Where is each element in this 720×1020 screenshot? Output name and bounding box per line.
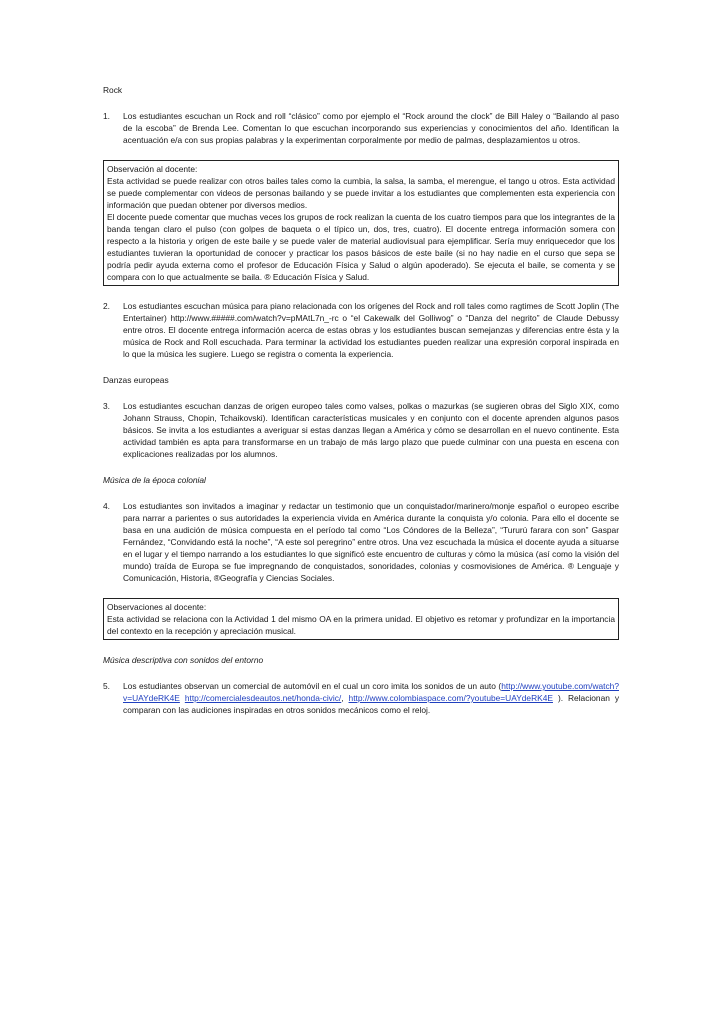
section-heading-descriptiva: Música descriptiva con sonidos del entorno <box>103 655 264 665</box>
section-heading-colonial: Música de la época colonial <box>103 475 206 485</box>
activity-item-4 <box>103 500 619 584</box>
activity-number: 1. <box>103 111 110 121</box>
activity-item-1 <box>103 110 619 146</box>
document-page <box>103 84 619 730</box>
teacher-note-title: Observaciones al docente: <box>107 602 207 612</box>
teacher-note-title: Observación al docente: <box>107 164 198 174</box>
activity-text: Los estudiantes escuchan danzas de origen europeo tales como valses, polkas o mazurkas (se sugieren obras del Siglo XIX, como Johann Strauss, Chopin, Tchaikovski). Identifican características musicales y en conjunto con el docente aprenden algunos pasos básicos. Se invita a los estudiantes a averiguar si estas danzas llegan a América y cómo se desarrollan en el nuevo continente. Esta actividad también es apta para transformarse en un trabajo de más largo plazo que puede culminar con una puesta en escena con explicaciones realizadas por los alumnos. <box>123 401 619 459</box>
activity-text: Los estudiantes observan un comercial de automóvil en el cual un coro imita los sonidos de un auto (http://www.youtube.com/watch?v=UAYdeRK4E http://comercialesdeautos.net/honda-civic/, http://www.colombiaspace.com/?youtube=UAYdeRK4E ). Relacionan y comparan con las audiciones inspiradas en otros sonidos mecánicos como el reloj. <box>123 681 620 715</box>
section-heading-rock: Rock <box>103 85 123 95</box>
video-link[interactable]: http://comercialesdeautos.net/honda-civic/ <box>184 693 342 703</box>
video-link[interactable]: http://www.colombiaspace.com/?youtube=UAYdeRK4E <box>348 693 553 703</box>
activity-text: Los estudiantes escuchan música para piano relacionada con los orígenes del Rock and roll tales como ragtimes de Scott Joplin (The Entertainer) http://www.#####.com/watch?v=pMAtL7n_-rc o “el Cakewalk del Golliwog” o “Danza del negrito” de Claude Debussy entre otros. El docente entrega información acerca de estas obras y los estudiantes buscan semejanzas y diferencias entre ésta y la música de Rock and Roll escuchada. Para terminar la actividad los estudiantes pueden realizar una expresión corporal inspirada en lo que la música les sugiere. Luego se registra o comenta la experiencia. <box>123 301 619 359</box>
teacher-note-paragraph: Esta actividad se relaciona con la Actividad 1 del mismo OA en la primera unidad. El objetivo es retomar y profundizar en la importancia del contexto en la recepción y apreciación musical. <box>107 614 615 636</box>
section-heading-danzas: Danzas europeas <box>103 375 169 385</box>
teacher-note-box <box>103 160 619 286</box>
activity-text-part: ). Relacionan y comparan con las audiciones inspiradas en otros sonidos mecánicos como el reloj. <box>123 693 620 715</box>
teacher-note-box <box>103 598 619 640</box>
activity-number: 2. <box>103 301 110 311</box>
activity-number: 3. <box>103 401 110 411</box>
video-link[interactable]: http://www.youtube.com/watch?v=UAYdeRK4E <box>123 681 619 703</box>
activity-text: Los estudiantes escuchan un Rock and roll “clásico” como por ejemplo el “Rock around the clock” de Bill Haley o “Bailando al paso de la escoba” de Brenda Lee. Comentan lo que escuchan incorporando sus experiencias y conocimientos del año. Identifican la acentuación e/a con sus propias palabras y la experimentan corporalmente por medio de palmas, desplazamientos u otros. <box>123 111 619 145</box>
activity-item-5 <box>103 680 619 716</box>
activity-item-3 <box>103 400 619 460</box>
teacher-note-paragraph: El docente puede comentar que muchas veces los grupos de rock realizan la cuenta de los cuatro tiempos para que los integrantes de la banda tengan claro el pulso (con golpes de baqueta o el típico un, dos, tres, cuatro). El docente entrega información somera con respecto a la historia y origen de este baile y se puede valer de material audiovisual para ejemplificar. Sería muy enriquecedor que los estudiantes tuvieran la oportunidad de conocer y practicar los pasos básicos de este baile (si no hay nadie en el curso que sepa se podría pedir ayuda externa como el profesor de Educación Física y Salud o algún apoderado). Se ejecuta el baile, se comenta y se compara con lo que actualmente se baila. ® Educación Física y Salud. <box>107 212 615 282</box>
activity-number: 4. <box>103 501 110 511</box>
activity-item-2 <box>103 300 619 360</box>
activity-text-part: Los estudiantes observan un comercial de automóvil en el cual un coro imita los sonidos de un auto ( <box>123 681 502 691</box>
teacher-note-paragraph: Esta actividad se puede realizar con otros bailes tales como la cumbia, la salsa, la samba, el merengue, el tango u otros. Esta actividad se puede complementar con videos de personas bailando y se puede invitar a los estudiantes que complementen esta experiencia con información que puedan obtener por diversos medios. <box>107 176 615 210</box>
activity-number: 5. <box>103 681 110 691</box>
activity-text: Los estudiantes son invitados a imaginar y redactar un testimonio que un conquistador/marinero/monje español o europeo escribe para narrar a parientes o sus autoridades la experiencia vivida en América durante la conquista y/o colonia. Para ello el docente se basa en una audición de música compuesta en el período tal como “Los Cóndores de la Belleza”, “Tururú farara con son” Gaspar Fernández, “Convidando está la noche”, “A este sol peregrino” entre otros. Una vez escuchada la música el docente ayuda a situarse en el lugar y el tiempo narrando a los estudiantes lo que significó este encuentro de culturas y cómo la música (así como la visión del mundo) traída de Europa se fue impregnando de conquistados, sonoridades, colonias y cosmovisiones de América. ® Lenguaje y Comunicación, Historia, ®Geografía y Ciencias Sociales. <box>123 501 619 583</box>
